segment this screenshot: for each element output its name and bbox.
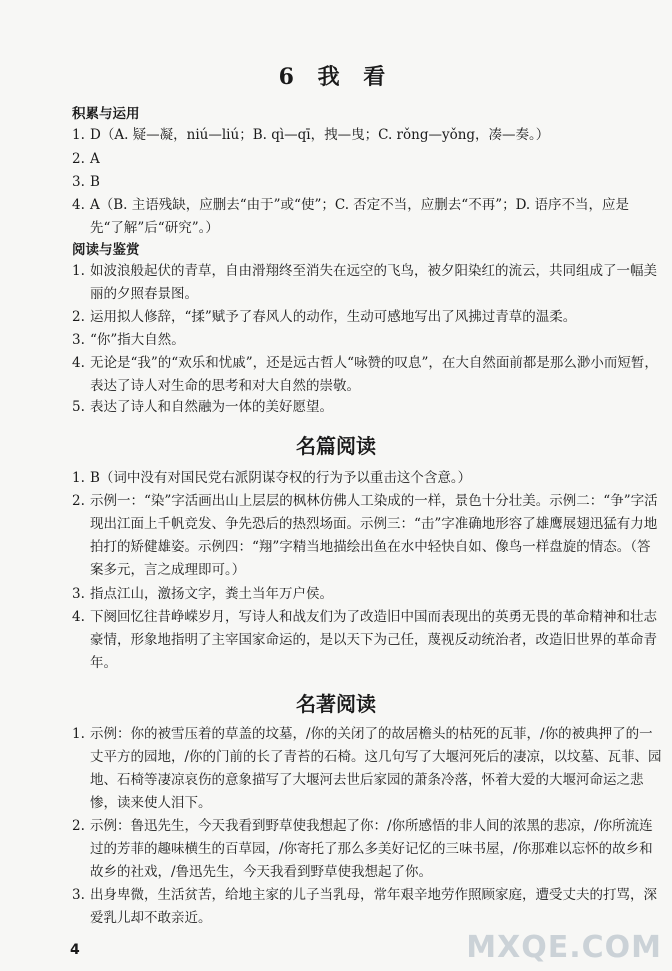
item-text: 示例一：“染”字活画出山上层层的枫林仿佛人工染成的一样，景色十分壮美。示例二：“争”字活现出江面上千帆竞发、争先恐后的热烈场面。示例三：“击”字准确地形容了雄鹰展翅迅猛有力地拍打的矫健雄姿。示例四：“翔”字精当地描绘出鱼在水中轻快自如、像鸟一样盘旋的情态。（答案多元，言之成理即可。） xyxy=(90,493,658,578)
item-number: 1. xyxy=(72,726,85,742)
item-number: 2. xyxy=(72,493,85,509)
page-number: 4 xyxy=(70,942,80,958)
item-text: 出身卑微，生活贫苦，给地主家的儿子当乳母，常年艰辛地劳作照顾家庭，遭受丈夫的打骂，深爱乳儿却不敢亲近。 xyxy=(90,887,657,926)
item-number: 3. xyxy=(72,586,85,602)
item-text: A（B. 主语残缺，应删去“由于”或“使”；C. 否定不当，应删去“不再”；D. 语序不当，应是先“了解”后“研究”。） xyxy=(90,197,630,236)
section-heading-classic-works: 名著阅读 xyxy=(296,692,376,716)
item-text: A xyxy=(90,151,100,167)
item-text: 示例：鲁迅先生，今天我看到野草使我想起了你：/你所感悟的非人间的浓黑的悲凉，/你所流连过的芳菲的趣味横生的百草园，/你寄托了那么多美好记忆的三味书屋，/你那难以忘怀的故乡和故乡的社戏，/鲁迅先生，今天我看到野草使我想起了你。 xyxy=(90,818,653,880)
list-item xyxy=(72,171,662,194)
item-text: “你”指大自然。 xyxy=(90,332,185,348)
item-number: 2. xyxy=(72,818,85,834)
list-item xyxy=(72,490,662,582)
item-number: 4. xyxy=(72,609,85,625)
item-number: 1. xyxy=(72,470,85,486)
section-heading-famous-texts: 名篇阅读 xyxy=(296,434,376,458)
list-item xyxy=(72,306,662,329)
item-number: 3. xyxy=(72,332,85,348)
item-text: 无论是“我”的“欢乐和忧戚”，还是远古哲人“咏赞的叹息”，在大自然面前都是那么渺小而短暂，表达了诗人对生命的思考和对大自然的崇敬。 xyxy=(90,355,658,394)
item-text: B（词中没有对国民党右派阴谋夺权的行为予以重击这个含意。） xyxy=(90,470,472,486)
page-title: 6 我 看 xyxy=(278,64,394,90)
item-number: 3. xyxy=(72,887,85,903)
item-number: 1. xyxy=(72,263,85,279)
item-number: 3. xyxy=(72,174,85,190)
section-heading-accumulation: 积累与运用 xyxy=(72,106,140,122)
list-item xyxy=(72,606,662,675)
list-item xyxy=(72,194,662,240)
item-number: 4. xyxy=(72,355,85,371)
item-number: 2. xyxy=(72,309,85,325)
list-item xyxy=(72,260,662,306)
list-item xyxy=(72,396,662,419)
list-item xyxy=(72,884,662,930)
item-number: 5. xyxy=(72,399,85,415)
item-text: 表达了诗人和自然融为一体的美好愿望。 xyxy=(90,399,333,415)
list-item xyxy=(72,352,662,398)
list-item xyxy=(72,815,662,884)
item-text: 如波浪般起伏的青草，自由滑翔终至消失在远空的飞鸟，被夕阳染红的流云，共同组成了一幅美丽的夕照春景图。 xyxy=(90,263,657,302)
item-text: 示例：你的被雪压着的草盖的坟墓，/你的关闭了的故居檐头的枯死的瓦菲，/你的被典押了的一丈平方的园地，/你的门前的长了青苔的石椅。这几句写了大堰河死后的凄凉，以坟墓、瓦菲、园地、石椅等凄凉哀伤的意象描写了大堰河去世后家园的萧条冷落，怀着大爱的大堰河命运之悲惨，读来使人泪下。 xyxy=(90,726,662,811)
item-number: 4. xyxy=(72,197,85,213)
list-item xyxy=(72,723,662,815)
item-text: 运用拟人修辞，“揉”赋予了春风人的动作，生动可感地写出了风拂过青草的温柔。 xyxy=(90,309,577,325)
item-number: 1. xyxy=(72,127,85,143)
watermark: MXQE.COM xyxy=(466,930,662,965)
item-text: B xyxy=(90,174,100,190)
item-number: 2. xyxy=(72,151,85,167)
list-item xyxy=(72,148,662,171)
list-item xyxy=(72,329,662,352)
section-heading-reading: 阅读与鉴赏 xyxy=(72,242,140,258)
item-text: 指点江山，激扬文字，粪土当年万户侯。 xyxy=(90,586,333,602)
item-text: 下阕回忆往昔峥嵘岁月，写诗人和战友们为了改造旧中国而表现出的英勇无畏的革命精神和壮志豪情，形象地指明了主宰国家命运的，是以天下为己任，蔑视反动统治者，改造旧世界的革命青年。 xyxy=(90,609,657,671)
list-item xyxy=(72,467,662,490)
item-text: D（A. 疑—凝，niú—liú；B. qì—qī，拽—曳；C. rǒng—yǒng，凑—奏。） xyxy=(90,127,550,143)
list-item xyxy=(72,583,662,606)
list-item xyxy=(72,124,662,147)
